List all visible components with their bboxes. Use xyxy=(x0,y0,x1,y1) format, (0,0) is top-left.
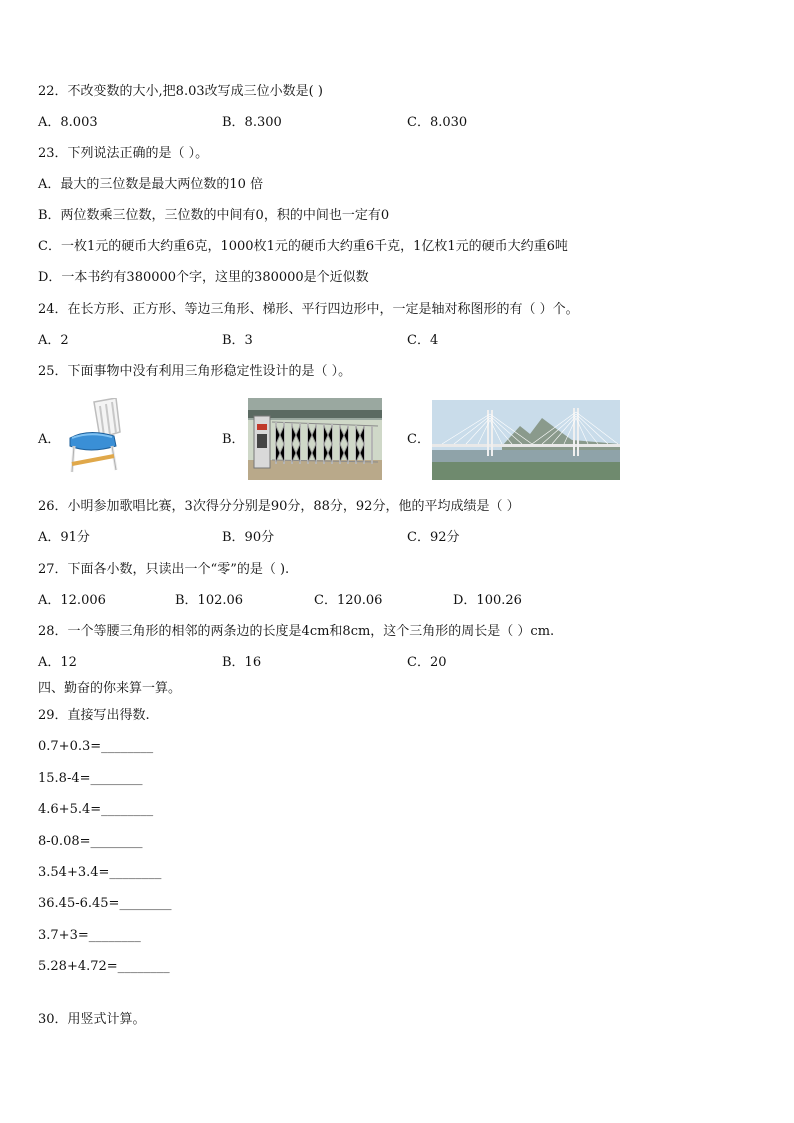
q26-option-c: C．92分 xyxy=(407,530,460,545)
question-26: 26．小明参加歌唱比赛，3次得分分别是90分，88分，92分，他的平均成绩是（ ） xyxy=(38,499,520,514)
q23-option-d: D．一本书约有380000个字，这里的380000是个近似数 xyxy=(38,270,369,285)
q28-option-a: A．12 xyxy=(38,655,77,670)
q29-item-5: 3.54+3.4=________ xyxy=(38,865,162,880)
q29-item-7: 3.7+3=________ xyxy=(38,928,141,943)
q28-option-c: C．20 xyxy=(407,655,447,670)
question-28: 28．一个等腰三角形的相邻的两条边的长度是4cm和8cm，这个三角形的周长是（ ）cm. xyxy=(38,624,555,639)
q23-option-b: B．两位数乘三位数，三位数的中间有0，积的中间也一定有0 xyxy=(38,208,390,223)
q27-option-a: A．12.006 xyxy=(38,593,106,608)
q24-option-c: C．4 xyxy=(407,333,439,348)
q27-option-c: C．120.06 xyxy=(314,593,383,608)
q29-item-8: 5.28+4.72=________ xyxy=(38,959,170,974)
q28-option-b: B．16 xyxy=(222,655,262,670)
q23-option-a: A．最大的三位数是最大两位数的10 倍 xyxy=(38,177,264,192)
q29-item-6: 36.45-6.45=________ xyxy=(38,896,172,911)
q24-option-b: B．3 xyxy=(222,333,253,348)
question-25: 25．下面事物中没有利用三角形稳定性设计的是（ ）。 xyxy=(38,364,352,379)
q25-option-b: B． xyxy=(222,432,245,447)
q26-option-b: B．90分 xyxy=(222,530,275,545)
q22-option-a: A．8.003 xyxy=(38,115,98,130)
q25-option-a: A． xyxy=(38,432,61,447)
question-22: 22．不改变数的大小,把8.03改写成三位小数是( ) xyxy=(38,84,323,99)
section-4-heading: 四、勤奋的你来算一算。 xyxy=(38,681,182,696)
question-29: 29．直接写出得数. xyxy=(38,708,150,723)
q26-option-a: A．91分 xyxy=(38,530,90,545)
question-24: 24．在长方形、正方形、等边三角形、梯形、平行四边形中，一定是轴对称图形的有（ ）个。 xyxy=(38,302,579,317)
q29-item-1: 0.7+0.3=________ xyxy=(38,739,154,754)
question-30: 30．用竖式计算。 xyxy=(38,1012,146,1027)
q29-item-2: 15.8-4=________ xyxy=(38,771,143,786)
chair-image xyxy=(64,398,126,474)
q27-option-b: B．102.06 xyxy=(175,593,244,608)
retractable-gate-image xyxy=(248,398,382,480)
q25-option-c: C． xyxy=(407,432,430,447)
cable-stayed-bridge-image xyxy=(432,400,620,480)
q23-option-c: C．一枚1元的硬币大约重6克，1000枚1元的硬币大约重6千克，1亿枚1元的硬币大约重6吨 xyxy=(38,239,568,254)
q29-item-4: 8-0.08=________ xyxy=(38,834,143,849)
q22-option-b: B．8.300 xyxy=(222,115,282,130)
question-23: 23．下列说法正确的是（ ）。 xyxy=(38,146,209,161)
q29-item-3: 4.6+5.4=________ xyxy=(38,802,154,817)
q24-option-a: A．2 xyxy=(38,333,69,348)
q22-option-c: C．8.030 xyxy=(407,115,468,130)
q27-option-d: D．100.26 xyxy=(453,593,522,608)
question-27: 27．下面各小数，只读出一个“零”的是（ ). xyxy=(38,562,290,577)
